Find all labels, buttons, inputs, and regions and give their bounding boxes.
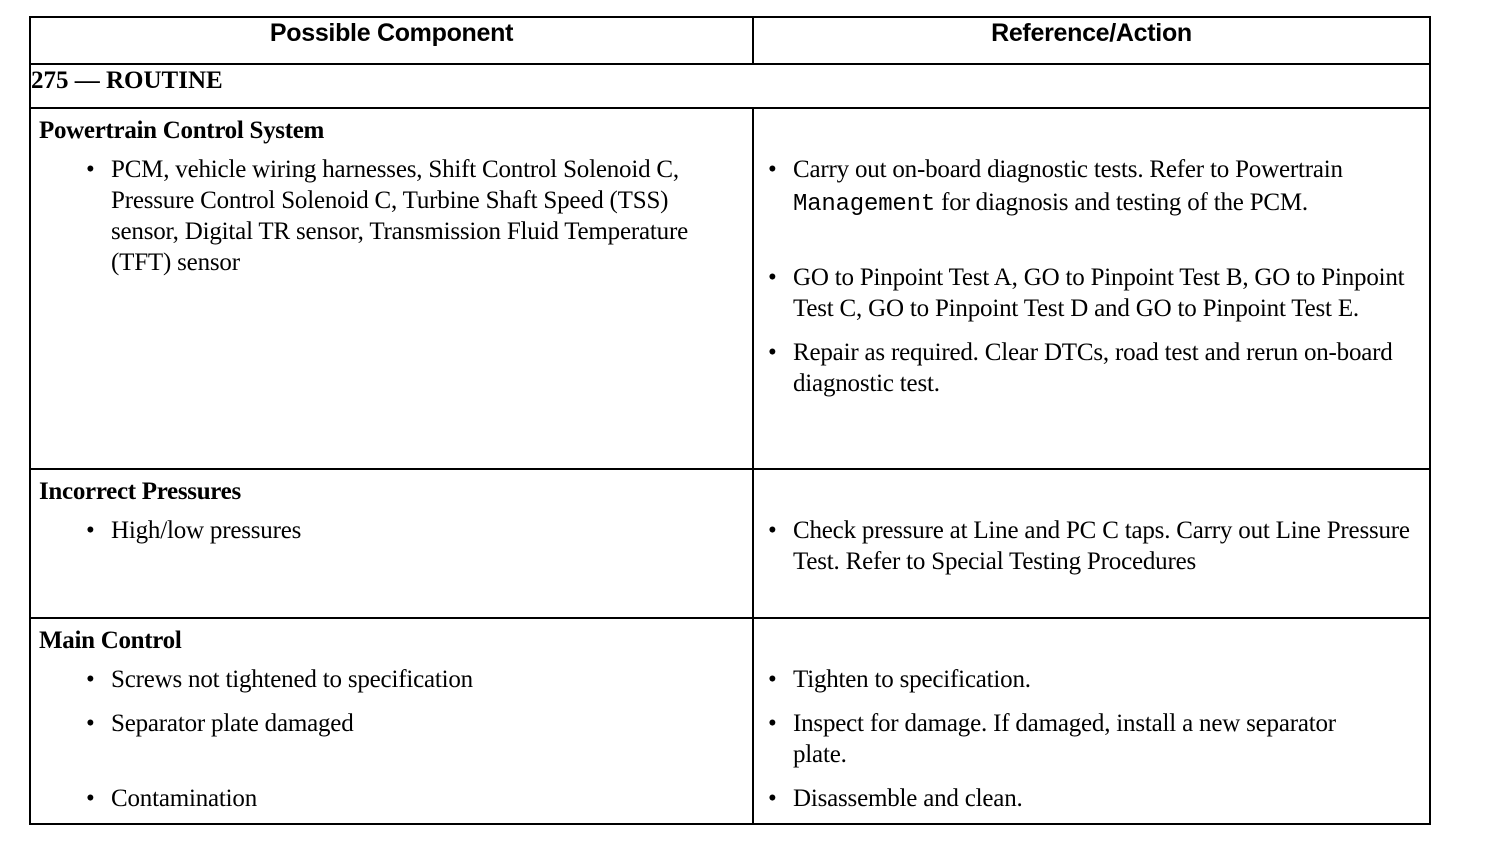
action-item (754, 515, 1429, 577)
action-item (754, 337, 1411, 399)
action-item (754, 262, 1429, 324)
component-text: PCM, vehicle wiring harnesses, Shift Control Solenoid C, Pressure Control Solenoid C, Turbine Shaft Speed (TSS) sensor, Digital TR sensor, Transmission Fluid Temperature (TFT) sensor (111, 156, 688, 276)
group-title: Powertrain Control System (39, 117, 325, 144)
component-text: Separator plate damaged (111, 710, 354, 737)
bullet-icon: • (86, 517, 95, 544)
diagnosis-table (29, 16, 1431, 825)
column-header-possible-component: Possible Component (30, 17, 753, 64)
bullet-icon: • (768, 785, 777, 812)
bullet-icon: • (86, 666, 95, 693)
action-cell (753, 108, 1430, 469)
bullet-icon: • (768, 339, 777, 366)
bullet-icon: • (768, 156, 777, 183)
component-cell (30, 108, 753, 469)
action-text: Tighten to specification. (793, 666, 1031, 693)
action-reference: Management (793, 191, 936, 218)
action-text: Repair as required. Clear DTCs, road test and rerun on-board diagnostic test. (793, 339, 1393, 397)
action-text: GO to Pinpoint Test A, GO to Pinpoint Test B, GO to Pinpoint Test C, GO to Pinpoint Test D and GO to Pinpoint Test E. (793, 264, 1405, 322)
group-title: Incorrect Pressures (39, 478, 241, 505)
bullet-icon: • (86, 710, 95, 737)
bullet-icon: • (86, 156, 95, 183)
bullet-icon: • (768, 517, 777, 544)
table-row (30, 108, 1430, 469)
action-cell (753, 618, 1430, 824)
component-item (31, 708, 752, 739)
section-row (30, 64, 1430, 108)
group-title: Main Control (39, 627, 182, 654)
component-item (31, 515, 752, 546)
table-header-row (30, 17, 1430, 64)
section-title: 275 — ROUTINE (30, 64, 1430, 108)
component-text: Contamination (111, 785, 257, 812)
table-row (30, 469, 1430, 618)
component-text: High/low pressures (111, 517, 302, 544)
component-item (31, 664, 752, 695)
component-cell (30, 618, 753, 824)
component-item (31, 154, 731, 278)
action-item (754, 664, 1429, 695)
table-row (30, 618, 1430, 824)
action-text: Inspect for damage. If damaged, install a new separator plate. (793, 710, 1336, 768)
bullet-icon: • (768, 264, 777, 291)
column-header-reference-action: Reference/Action (753, 17, 1430, 64)
action-item (754, 708, 1361, 770)
action-text: Carry out on-board diagnostic tests. Refer to Powertrain (793, 156, 1343, 183)
action-text: Check pressure at Line and PC C taps. Carry out Line Pressure Test. Refer to Special Testing Procedures (793, 517, 1410, 575)
bullet-icon: • (768, 710, 777, 737)
bullet-icon: • (86, 785, 95, 812)
action-cell (753, 469, 1430, 618)
action-item (754, 783, 1429, 814)
bullet-icon: • (768, 666, 777, 693)
component-item (31, 783, 752, 814)
action-text: Disassemble and clean. (793, 785, 1023, 812)
component-cell (30, 469, 753, 618)
component-text: Screws not tightened to specification (111, 666, 473, 693)
action-item (754, 154, 1391, 220)
action-text: for diagnosis and testing of the PCM. (935, 189, 1308, 216)
